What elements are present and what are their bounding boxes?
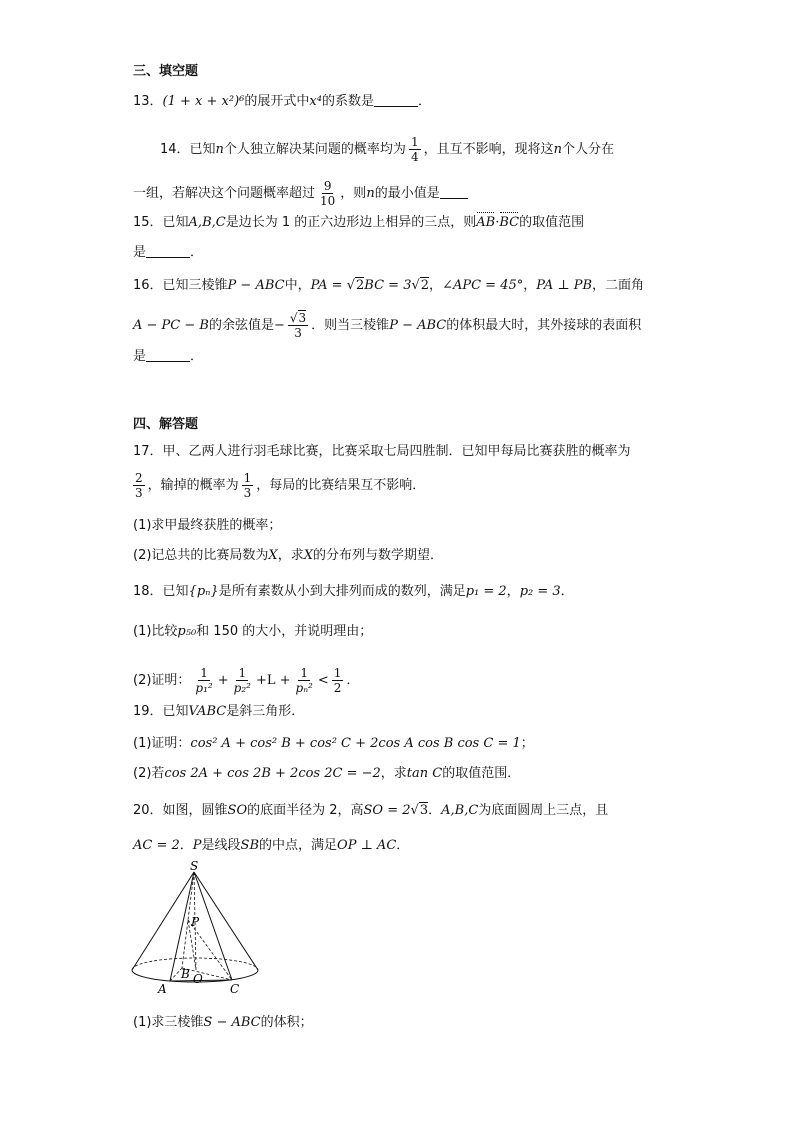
q16-neg: − [273,318,285,333]
q14-text: 14．已知 [160,142,216,157]
question-17-sub2 [133,547,443,565]
q16-perp: PA ⊥ PB [536,278,592,293]
question-19-line1 [133,703,304,721]
question-13 [133,93,431,111]
question-17-line1: 17．甲、乙两人进行羽毛球比赛，比赛采取七局四胜制．已知甲每局比赛获胜的概率为 [133,444,631,459]
edge-sc [194,872,232,980]
q20-op: OP ⊥ AC [337,838,397,853]
q16-text: ．则当三棱锥 [311,318,390,333]
q13-expression: (1 + x + x²)⁶ [162,94,245,109]
q14-var-n: n [215,142,224,157]
q18-p1: p₁ = 2 [465,584,507,599]
q16-dihedral: A − PC − B [133,318,209,333]
q18-lt: < [317,673,329,688]
q19-end: ； [520,736,534,751]
question-18-sub2: (2)证明： $\frac{1}{\text{p₁²}}$ + $\frac{1}{\text{p₂²}}$ +L + $\frac{1}{\text{pₙ²}}$ < $\frac{1}{2}$ ． [133,666,360,695]
q18-comma: ， [506,584,520,599]
q16-text: 中， [284,278,311,293]
q16-text: ， [429,278,443,293]
q13-number: 13． [133,94,163,109]
q20-sb: SB [240,838,260,853]
q18-frac1: $\frac{1}{\text{p₁²}}$ [195,666,213,695]
q14-var-n: n [553,142,562,157]
question-20-sub1 [133,1014,313,1032]
q20-ac: AC = 2 [133,838,180,853]
q16-pyramid: P − ABC [227,278,285,293]
q20-pyramid: S − ABC [203,1015,261,1030]
q18-half: $\frac{1}{2}$ [333,666,342,695]
q13-term: x⁴ [309,94,322,109]
q16-text: ， [523,278,537,293]
answer-blank[interactable] [440,186,468,199]
q17-var-x: X [303,548,313,563]
q20-text: 20．如图，圆锥 [133,803,228,818]
q20-text: 是线段 [201,838,241,853]
q19-identity: cos² A + cos² B + cos² C + 2cos A cos B cos C = 1 [190,736,521,751]
q17-text: 的分布列与数学期望． [312,548,443,563]
question-18-sub1 [133,623,372,641]
q19-condition: cos 2A + cos 2B + 2cos 2C = −2 [164,766,381,781]
q18-end: ． [560,584,574,599]
q20-so: SO [227,803,248,818]
question-20-line2 [133,837,409,855]
q20-text: 的中点，满足 [259,838,338,853]
vector-bc: BC [499,215,520,230]
q13-text: 的展开式中 [244,94,310,109]
question-16-line1: 16．已知三棱锥P − ABC中，PA = √2BC = 3√2，∠APC = 45°，PA ⊥ PB，二面角 [133,278,645,293]
q18-p50: p₅₀ [177,624,197,639]
q16-pyramid: P − ABC [389,318,447,333]
q18-frac2: $\frac{1}{\text{p₂²}}$ [233,666,251,695]
q19-triangle: VABC [188,704,227,719]
q15-end: ． [190,245,204,260]
q16-sqrt: 2 [420,278,430,293]
q16-fraction: $\frac{√3}{3}$ [289,311,307,340]
slant-right [194,872,258,970]
q20-sqrt: 3 [419,803,429,818]
q14-text: 一组，若解决这个问题概率超过 [133,186,316,201]
section-answer-title: 四、解答题 [133,417,199,432]
q16-text: 16．已知三棱锥 [133,278,228,293]
q13-text2: 的系数是 [321,94,374,109]
q17-text: ，每局的比赛结果互不影响． [256,478,426,493]
question-19-sub1 [133,735,534,753]
question-16-line3 [133,348,203,366]
q16-text: 的体积最大时，其外接球的表面积 [446,318,642,333]
q20-text: ． [179,838,193,853]
q18-ellipsis: +L + [255,673,291,688]
label-b: B [181,967,190,981]
q15-points: A,B,C [188,215,226,230]
q14-fraction: $\frac{1}{4}$ [410,135,419,164]
label-s: S [190,860,199,873]
q18-text: 和 150 的大小，并说明理由； [196,624,373,639]
question-20-line1: 20．如图，圆锥SO的底面半径为 2，高SO = 2√3．A,B,C为底面圆周上三点，且 [133,803,609,818]
question-17-sub1: (1)求甲最终获胜的概率； [133,518,282,533]
q17-fraction1: $\frac{2}{3}$ [135,471,143,500]
answer-blank[interactable] [146,245,190,258]
q16-end: ． [190,349,204,364]
q14-var-n: n [366,186,375,201]
q18-fracn: $\frac{1}{\text{pₙ²}}$ [295,666,313,695]
q19-text: 19．已知 [133,704,189,719]
label-o: O [193,972,203,986]
q15-text: 15．已知 [133,215,189,230]
q19-text: (2)若 [133,766,165,781]
q16-text: ，二面角 [592,278,645,293]
q20-text: 的底面半径为 2，高 [247,803,364,818]
question-15-line2 [133,244,203,262]
q17-text: ，求 [277,548,304,563]
base-back-arc [132,958,258,970]
q14-fraction2: $\frac{9}{10}$ [320,179,336,208]
q18-text: (1)比较 [133,624,178,639]
q20-points: A,B,C [441,803,479,818]
answer-blank[interactable] [374,94,418,107]
q17-fraction2: $\frac{1}{3}$ [243,471,252,500]
question-14-line2 [133,179,468,208]
q19-tan: tan C [406,766,443,781]
q16-sqrt: 2 [356,278,365,293]
answer-blank[interactable] [146,349,190,362]
q19-text: 的取值范围． [442,766,521,781]
q19-text: 是斜三角形． [226,704,305,719]
q20-end: ． [396,838,410,853]
q14-text: 的最小值是 [374,186,440,201]
label-p: P [191,915,200,929]
q18-text: (2)证明： [133,673,191,688]
q15-text: 是 [133,245,147,260]
q20-p: P [192,838,202,853]
q16-text: 是 [133,349,147,364]
question-19-sub2 [133,765,520,783]
label-c: C [230,982,240,996]
question-17-line2 [133,471,425,500]
question-14-line1 [160,135,614,164]
q16-angle: ∠APC = 45° [442,278,524,293]
q16-text: 的余弦值是 [208,318,274,333]
q20-height: SO = 2 [363,803,411,818]
question-16-line2 [133,311,641,340]
section-fill-title: 三、填空题 [133,64,199,79]
q15-text: 的取值范围 [519,215,585,230]
vector-ab: AB [476,215,496,230]
q17-var-x: X [268,548,278,563]
q20-text: 为底面圆周上三点，且 [478,803,609,818]
cone-figure [128,860,268,1010]
q15-text: 是边长为 1 的正六边形边上相异的三点，则 [225,215,477,230]
q18-end: ． [346,673,360,688]
q16-pa: PA = [310,278,347,293]
q19-text: ，求 [380,766,407,781]
q17-text: (2)记总共的比赛局数为 [133,548,269,563]
q18-text: 是所有素数从小到大排列而成的数列，满足 [218,584,466,599]
question-15-line1 [133,214,584,232]
q13-end: ． [417,94,431,109]
q14-text: ，且互不影响，现将这 [423,142,554,157]
q20-text: ． [428,803,442,818]
q18-p2: p₂ = 3 [519,584,561,599]
q18-sequence: {pₙ} [188,584,219,599]
label-a: A [158,982,167,996]
q16-bc: BC = 3 [364,278,412,293]
dot-operator: · [495,215,500,230]
slant-left [132,872,194,970]
q19-text: (1)证明： [133,736,191,751]
q18-text: 18．已知 [133,584,189,599]
q14-text: 个人独立解决某问题的概率均为 [223,142,406,157]
q17-text: ，输掉的概率为 [147,478,239,493]
q20-text: (1)求三棱锥 [133,1015,204,1030]
q14-text: 个人分在 [561,142,614,157]
question-18-line1 [133,583,574,601]
q14-text: ，则 [340,186,367,201]
q20-text: 的体积； [260,1015,313,1030]
